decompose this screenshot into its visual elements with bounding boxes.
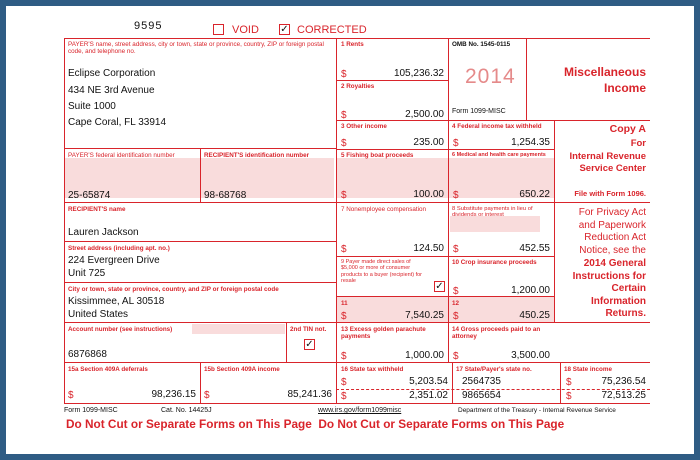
box18-value-2[interactable]: 72,513.25 <box>601 390 646 401</box>
box17-value-1[interactable]: 2564735 <box>462 376 501 387</box>
box13-value[interactable]: 1,000.00 <box>405 350 444 361</box>
payer-id-label: PAYER'S federal identification number <box>68 152 175 159</box>
second-tin-label: 2nd TIN not. <box>290 326 327 333</box>
do-not-cut-warning: Do Not Cut or Separate Forms on This Page Do Not Cut or Separate Forms on This Page <box>66 417 565 431</box>
street-line-2[interactable]: Unit 725 <box>68 268 106 279</box>
form-1099-misc: 9595 VOID ✓ CORRECTED PAYER'S name, street address, city or town, state or province, country, ZIP or foreign postal code, and telephone no. Eclipse Corporation 434 NE 3rd Avenue Suite 1000 Cape Coral, FL 33914 1 Rents $ 105,236.32 2 Royalties $ 2,500.00 OMB No. 1545-0115 2014 Form 1099-MISC Miscellaneous Income 3 Other income $ 235.00 4 Federal income tax withheld $ 1,254.35 Copy A For Internal Revenue Service Center File with Form 1096. For Privacy Act and Paperwork Reduction Act Notice, see the 2014 General Instructions for Certain Information Returns. PAYER'S federal identification number 25-65874 RECIPIENT'S identification number 98-68768 5 Fishing boat proceeds $ 100.00 6 Medical and health care payments $ 650.22 RECIPIENT'S name Lauren Jackson Street address (including apt. no.) 224 Evergreen Drive Unit 725 City or town, state or province, country, and ZIP or foreign postal code Kissimmee, AL 30518 United States 7 Nonemployee compensation $ 124.50 8 Substitute payments in lieu of dividends or interest $ 452.55 9 Payer made direct sales of $5,000 or more of consumer products to a buyer (recipient) for resale ✓ 10 Crop insurance proceeds $ 1,200.00 11 $ 7,540.25 12 $ 450.25 Account number (see instructions) 6876868 2nd TIN not. ✓ 13 Excess golden parachute payments $ 1,000.00 14 Gross proceeds paid to an attorney $ 3,500.00 15a Section 409A deferrals $ 98,236.15 15b Section 409A income $ 85,241.36 16 State tax withheld $ 5,203.54 $ 2,351.02 17 State/Payer's state no. 2564735 9865654 18 State income $ 75,236.54 $ 72,513.25 Form 1099-MISC Cat. No. 14425J www.irs.gov/form1099misc Department of the Treasury - Internal Revenue Service Do Not Cut or Separate Forms on This Page Do Not Cut or Separate Forms on This Page <box>6 6 694 454</box>
footer-form: Form 1099-MISC <box>64 407 118 414</box>
box16-label: 16 State tax withheld <box>341 366 404 373</box>
box9-checkbox[interactable] <box>434 281 445 292</box>
check-mark-icon: ✓ <box>280 24 289 35</box>
box12-label: 12 <box>452 300 460 307</box>
box1-label: 1 Rents <box>341 41 364 48</box>
omb-number: OMB No. 1545-0115 <box>452 41 511 48</box>
corrected-checkbox[interactable] <box>279 24 290 35</box>
copy-a-for: For Internal Revenue Service Center <box>569 138 646 174</box>
footer-dept: Department of the Treasury - Internal Revenue Service <box>458 407 616 414</box>
box5-value[interactable]: 100.00 <box>413 189 444 200</box>
box15a-value[interactable]: 98,236.15 <box>151 389 196 400</box>
check-mark-icon: ✓ <box>435 281 444 292</box>
box17-label: 17 State/Payer's state no. <box>456 366 532 373</box>
box6-value[interactable]: 650.22 <box>519 189 550 200</box>
box6-label: 6 Medical and health care payments <box>452 152 546 158</box>
box9-label: 9 Payer made direct sales of $5,000 or more of consumer products to a buyer (recipient) for resale <box>341 259 423 285</box>
box5-label: 5 Fishing boat proceeds <box>341 152 414 159</box>
box14-value[interactable]: 3,500.00 <box>511 350 550 361</box>
box3-value[interactable]: 235.00 <box>413 137 444 148</box>
box15b-label: 15b Section 409A income <box>204 366 280 373</box>
box8-label: 8 Substitute payments in lieu of dividends or interest <box>452 206 533 219</box>
box16-value-2[interactable]: 2,351.02 <box>409 390 448 401</box>
box2-value[interactable]: 2,500.00 <box>405 109 444 120</box>
city-line-1[interactable]: Kissimmee, AL 30518 <box>68 296 165 307</box>
recipient-id-value[interactable]: 98-68768 <box>204 190 247 201</box>
copy-a-title: Copy A <box>609 123 646 135</box>
instructions-ref: 2014 General Instructions for Certain Information Returns. <box>572 258 646 320</box>
city-line-2[interactable]: United States <box>68 309 129 320</box>
box7-value[interactable]: 124.50 <box>413 243 444 254</box>
box12-value[interactable]: 450.25 <box>519 310 550 321</box>
tax-year: 2014 <box>465 65 516 88</box>
payer-id-value[interactable]: 25-65874 <box>68 190 111 201</box>
payer-label: PAYER'S name, street address, city or town, state or province, country, ZIP or foreign postal code, and telephone no. <box>68 41 324 56</box>
box18-label: 18 State income <box>564 366 612 373</box>
street-line-1[interactable]: 224 Evergreen Drive <box>68 255 160 266</box>
file-with: File with Form 1096. <box>574 189 646 198</box>
void-label: VOID <box>232 24 259 36</box>
box15b-value[interactable]: 85,241.36 <box>287 389 332 400</box>
payer-line-4: Cape Coral, FL 33914 <box>68 117 167 128</box>
payer-line-1: Eclipse Corporation <box>68 68 156 79</box>
box16-value-1[interactable]: 5,203.54 <box>409 376 448 387</box>
recipient-name-value[interactable]: Lauren Jackson <box>68 227 139 238</box>
recipient-name-label: RECIPIENT'S name <box>68 206 126 213</box>
account-label: Account number (see instructions) <box>68 326 173 333</box>
privacy-notice: For Privacy Act and Paperwork Reduction Act Notice, see the <box>578 207 646 256</box>
check-mark-icon: ✓ <box>305 339 314 350</box>
void-checkbox[interactable] <box>213 24 224 35</box>
footer-cat: Cat. No. 14425J <box>161 407 212 414</box>
box2-label: 2 Royalties <box>341 83 375 90</box>
box4-label: 4 Federal income tax withheld <box>452 123 542 130</box>
payer-line-3: Suite 1000 <box>68 101 116 112</box>
form-title: Miscellaneous Income <box>563 65 646 95</box>
box11-value[interactable]: 7,540.25 <box>405 310 444 321</box>
footer-url[interactable]: www.irs.gov/form1099misc <box>318 407 402 414</box>
form-number: 9595 <box>134 20 163 32</box>
form-name: Form 1099-MISC <box>452 108 506 115</box>
box13-label: 13 Excess golden parachute payments <box>341 326 426 341</box>
box15a-label: 15a Section 409A deferrals <box>68 366 148 373</box>
account-value[interactable]: 6876868 <box>68 349 107 360</box>
box3-label: 3 Other income <box>341 123 387 130</box>
box7-label: 7 Nonemployee compensation <box>341 206 427 213</box>
box17-value-2[interactable]: 9865654 <box>462 390 501 401</box>
box10-label: 10 Crop insurance proceeds <box>452 259 537 266</box>
box18-value-1[interactable]: 75,236.54 <box>601 376 646 387</box>
box8-value[interactable]: 452.55 <box>519 243 550 254</box>
box4-value[interactable]: 1,254.35 <box>511 137 550 148</box>
corrected-label: CORRECTED <box>297 24 367 36</box>
box1-value[interactable]: 105,236.32 <box>393 68 444 79</box>
street-label: Street address (including apt. no.) <box>68 245 170 252</box>
city-label: City or town, state or province, country, and ZIP or foreign postal code <box>68 286 279 293</box>
box14-label: 14 Gross proceeds paid to an attorney <box>452 326 541 341</box>
second-tin-checkbox[interactable] <box>304 339 315 350</box>
payer-line-2: 434 NE 3rd Avenue <box>68 85 155 96</box>
box10-value[interactable]: 1,200.00 <box>511 285 550 296</box>
box11-label: 11 <box>341 300 348 307</box>
recipient-id-label: RECIPIENT'S identification number <box>204 152 310 159</box>
